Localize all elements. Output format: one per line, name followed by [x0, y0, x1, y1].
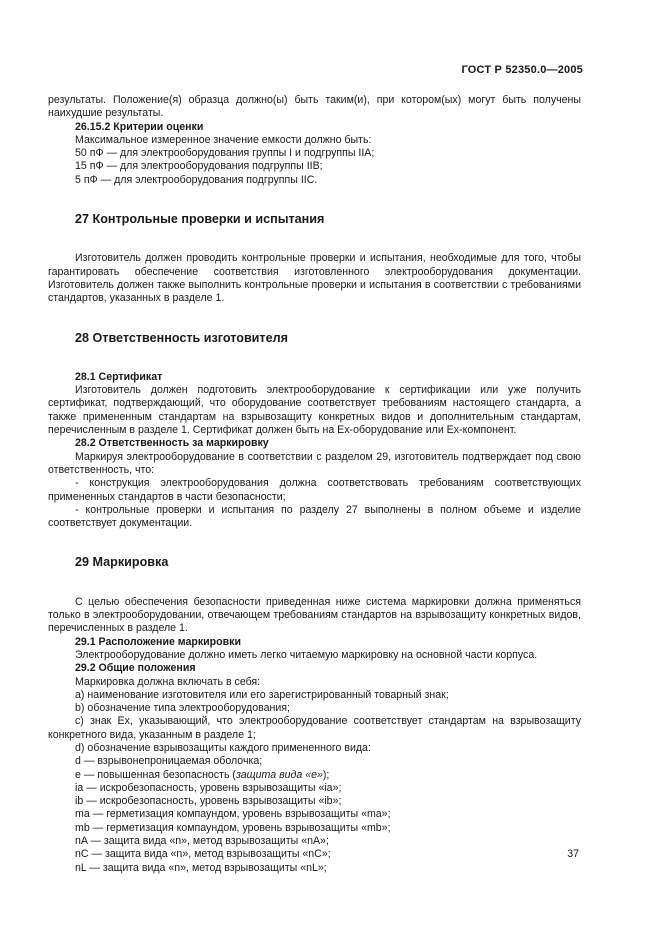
document-id: ГОСТ Р 52350.0—2005	[461, 64, 583, 76]
list-item: nA — защита вида «n», метод взрывозащиты «nA»;	[75, 835, 329, 848]
subsection-title-28-2: 28.2 Ответственность за маркировку	[75, 437, 269, 450]
list-item: a) наименование изготовителя или его зарегистрированный товарный знак;	[75, 688, 449, 701]
italic-text: защита вида «е»	[235, 768, 323, 781]
intro-paragraph: результаты. Положение(я) образца должно(ы) быть таким(и), при котором(ых) могут быть получены наихудшие результаты.	[48, 94, 581, 120]
list-item: d) обозначение взрывозащиты каждого примененного вида:	[75, 741, 371, 754]
list-item: ib — искробезопасность, уровень взрывозащиты «ib»;	[75, 795, 342, 808]
section-title-27: 27 Контрольные проверки и испытания	[75, 212, 325, 227]
list-item: ma — герметизация компаундом, уровень взрывозащиты «ma»;	[75, 808, 391, 821]
text-span: );	[322, 768, 330, 781]
paragraph: Маркируя электрооборудование в соответствии с разделом 29, изготовитель подтверждает под свою ответственность, что:	[48, 450, 581, 476]
list-item: 5 пФ — для электрооборудования подгруппы IIC.	[75, 173, 318, 186]
section-title-28: 28 Ответственность изготовителя	[75, 330, 288, 345]
list-item: nL — защита вида «n», метод взрывозащиты «nL»;	[75, 861, 327, 874]
paragraph: Маркировка должна включать в себя:	[75, 675, 261, 688]
list-item: 50 пФ — для электрооборудования группы I и подгруппы IIA;	[75, 147, 375, 160]
subsection-title-29-2: 29.2 Общие положения	[75, 662, 196, 675]
list-item: d — взрывонепроницаемая оболочка;	[75, 755, 263, 768]
text-span: e — повышенная безопасность (	[75, 768, 236, 781]
paragraph: Изготовитель должен подготовить электрооборудование к сертификации или уже получить сертификат, подтверждающий, что оборудование соответствует требованиям настоящего стандарта, а также примененным стандартам на взрывозащиту конкретных видов и дополнительным стандартам, перечисленным в разделе 1. Сертификат должен быть на Ех-оборудование или Ех-компонент.	[48, 384, 581, 437]
paragraph: Максимальное измеренное значение емкости должно быть:	[75, 133, 372, 146]
subsection-title-29-1: 29.1 Расположение маркировки	[75, 635, 241, 648]
list-item: mb — герметизация компаундом, уровень взрывозащиты «mb»;	[75, 821, 391, 834]
list-item	[48, 769, 581, 782]
section-title-29: 29 Маркировка	[75, 555, 169, 570]
list-item: - контрольные проверки и испытания по разделу 27 выполнены в полном объеме и изделие соответствует документации.	[48, 503, 581, 530]
list-item: c) знак Ex, указывающий, что электрооборудование соответствует стандартам на взрывозащиту конкретного вида, указанным в разделе 1;	[48, 715, 581, 741]
paragraph: Электрооборудование должно иметь легко читаемую маркировку на основной части корпуса.	[75, 648, 538, 661]
page-number: 37	[567, 848, 579, 860]
list-item: nC — защита вида «n», метод взрывозащиты «nC»;	[75, 848, 331, 861]
list-item: b) обозначение типа электрооборудования;	[75, 702, 290, 715]
paragraph: С целью обеспечения безопасности приведенная ниже система маркировки должна применяться только в электрооборудовании, отвечающем требованиям стандартов на взрывозащиту конкретных видов, перечисленных в разделе 1.	[48, 595, 581, 635]
list-item: 15 пФ — для электрооборудования подгруппы IIB;	[75, 160, 323, 173]
paragraph: Изготовитель должен проводить контрольные проверки и испытания, необходимые для того, чтобы гарантировать обеспечение соответствия изготовленного электрооборудования документации. Изготовитель должен также выполнить контрольные проверки и испытания в соответствии с требованиями стандартов, указанных в разделе 1.	[48, 252, 581, 305]
page-content	[48, 94, 581, 875]
subsection-title-26-15-2: 26.15.2 Критерии оценки	[75, 120, 204, 133]
list-item: ia — искробезопасность, уровень взрывозащиты «ia»;	[75, 781, 342, 794]
subsection-title-28-1: 28.1 Сертификат	[75, 370, 163, 383]
list-item: - конструкция электрооборудования должна соответствовать требованиям соответствующих примененных стандартов в части безопасности;	[48, 477, 581, 503]
